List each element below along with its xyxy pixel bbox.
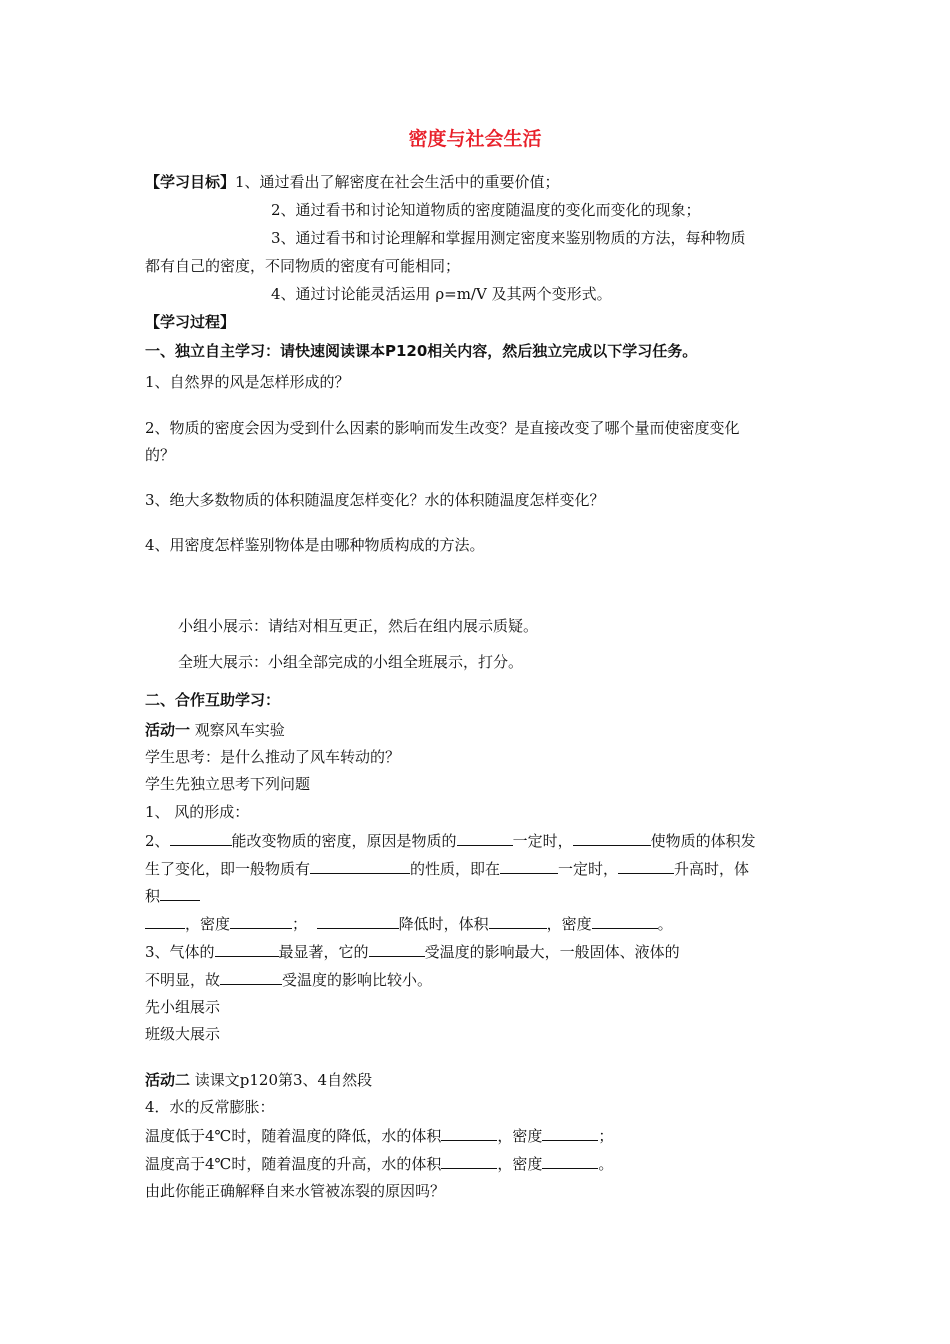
- blank[interactable]: [542, 1125, 598, 1141]
- blank[interactable]: [310, 858, 410, 874]
- blank[interactable]: [542, 1153, 598, 1169]
- fill-line-2b: [145, 858, 749, 879]
- text: 使物质的体积发: [650, 832, 756, 850]
- text: 。: [598, 1155, 614, 1173]
- text: 最显著，它的: [278, 943, 369, 961]
- blank[interactable]: [441, 1125, 497, 1141]
- text: 3、气体的: [145, 943, 215, 961]
- question-2a: 2、物质的密度会因为受到什么因素的影响而发生改变？是直接改变了哪个量而使密度变化: [145, 419, 740, 437]
- process-label: 【学习过程】: [145, 313, 236, 331]
- text: ，密度: [185, 915, 231, 933]
- fill-line-3b: [145, 969, 432, 990]
- text: ；: [292, 915, 308, 933]
- fill-line-2d: [145, 913, 673, 934]
- blank[interactable]: [145, 913, 185, 929]
- goal-3a: 3、通过看书和讨论理解和掌握用测定密度来鉴别物质的方法，每种物质: [271, 229, 746, 247]
- text: 降低时，体积: [398, 915, 489, 933]
- text: ，密度: [497, 1155, 543, 1173]
- text: 温度低于4℃时，随着温度的降低，水的体积: [145, 1127, 442, 1145]
- activity-1-label: 活动一: [145, 721, 191, 739]
- text: 生了变化，即一般物质有: [145, 860, 311, 878]
- blank[interactable]: [592, 913, 658, 929]
- text: 。: [657, 915, 673, 933]
- text: ，密度: [546, 915, 592, 933]
- text: 的性质，即在: [410, 860, 501, 878]
- blank[interactable]: [457, 830, 513, 846]
- fill-line-2c: [145, 885, 200, 906]
- small-group-show: 小组小展示：请结对相互更正，然后在组内展示质疑。: [178, 617, 539, 635]
- wind-formation: 1、 风的形成：: [145, 803, 250, 821]
- goal-1: 1、通过看出了解密度在社会生活中的重要价值；: [235, 173, 560, 191]
- blank[interactable]: [160, 885, 200, 901]
- blank[interactable]: [573, 830, 651, 846]
- activity-2-text: 读课文p120第3、4自然段: [190, 1071, 373, 1089]
- blank[interactable]: [317, 913, 399, 929]
- text: 一定时，: [512, 832, 573, 850]
- text: ；: [598, 1127, 614, 1145]
- blank[interactable]: [215, 941, 279, 957]
- text: 能改变物质的密度，原因是物质的: [231, 832, 457, 850]
- question-4: 4、用密度怎样鉴别物体是由哪种物质构成的方法。: [145, 536, 485, 554]
- blank[interactable]: [369, 941, 425, 957]
- fill-line-high: [145, 1153, 613, 1174]
- activity-1-text: 观察风车实验: [190, 721, 285, 739]
- goal-2: 2、通过看书和讨论知道物质的密度随温度的变化而变化的现象；: [271, 201, 701, 219]
- question-2b: 的？: [145, 446, 176, 464]
- goal-4: 4、通过讨论能灵活运用 ρ=m/V 及其两个变形式。: [271, 285, 612, 303]
- text: 一定时，: [558, 860, 619, 878]
- blank[interactable]: [170, 830, 232, 846]
- question-1: 1、自然界的风是怎样形成的？: [145, 373, 350, 391]
- question-3: 3、绝大多数物质的体积随温度怎样变化？水的体积随温度怎样变化？: [145, 491, 605, 509]
- goal-3b: 都有自己的密度，不同物质的密度有可能相同；: [145, 257, 461, 275]
- student-think: 学生思考：是什么推动了风车转动的？: [145, 748, 401, 766]
- water-anomaly: 4．水的反常膨胀：: [145, 1098, 275, 1116]
- blank[interactable]: [500, 858, 558, 874]
- goal-line-1: [145, 172, 560, 192]
- blank[interactable]: [441, 1153, 497, 1169]
- group-show: 先小组展示: [145, 998, 221, 1016]
- fill-line-low: [145, 1125, 613, 1146]
- text: 受温度的影响比较小。: [282, 971, 433, 989]
- final-question: 由此你能正确解释自来水管被冻裂的原因吗？: [145, 1182, 446, 1200]
- text: 不明显，故: [145, 971, 221, 989]
- document-title: 密度与社会生活: [408, 128, 542, 150]
- section2-heading: 二、合作互助学习：: [145, 691, 281, 709]
- text: 受温度的影响最大，一般固体、液体的: [424, 943, 680, 961]
- text: ，密度: [497, 1127, 543, 1145]
- blank[interactable]: [618, 858, 674, 874]
- activity-1: [145, 720, 285, 740]
- fill-line-2a: [145, 830, 756, 851]
- blank[interactable]: [220, 969, 282, 985]
- activity-2-label: 活动二: [145, 1071, 191, 1089]
- student-pre: 学生先独立思考下列问题: [145, 775, 311, 793]
- class-big-show: 班级大展示: [145, 1025, 221, 1043]
- blank[interactable]: [489, 913, 547, 929]
- goals-label: 【学习目标】: [145, 173, 236, 191]
- activity-2: [145, 1070, 372, 1090]
- fill-line-3a: [145, 941, 680, 962]
- text: 温度高于4℃时，随着温度的升高，水的体积: [145, 1155, 442, 1173]
- text: 升高时，体: [674, 860, 750, 878]
- class-show: 全班大展示：小组全部完成的小组全班展示，打分。: [178, 653, 524, 671]
- blank[interactable]: [230, 913, 292, 929]
- section1-heading: 一、独立自主学习：请快速阅读课本P120相关内容，然后独立完成以下学习任务。: [145, 342, 698, 360]
- text: 2、: [145, 832, 170, 850]
- text: 积: [145, 887, 161, 905]
